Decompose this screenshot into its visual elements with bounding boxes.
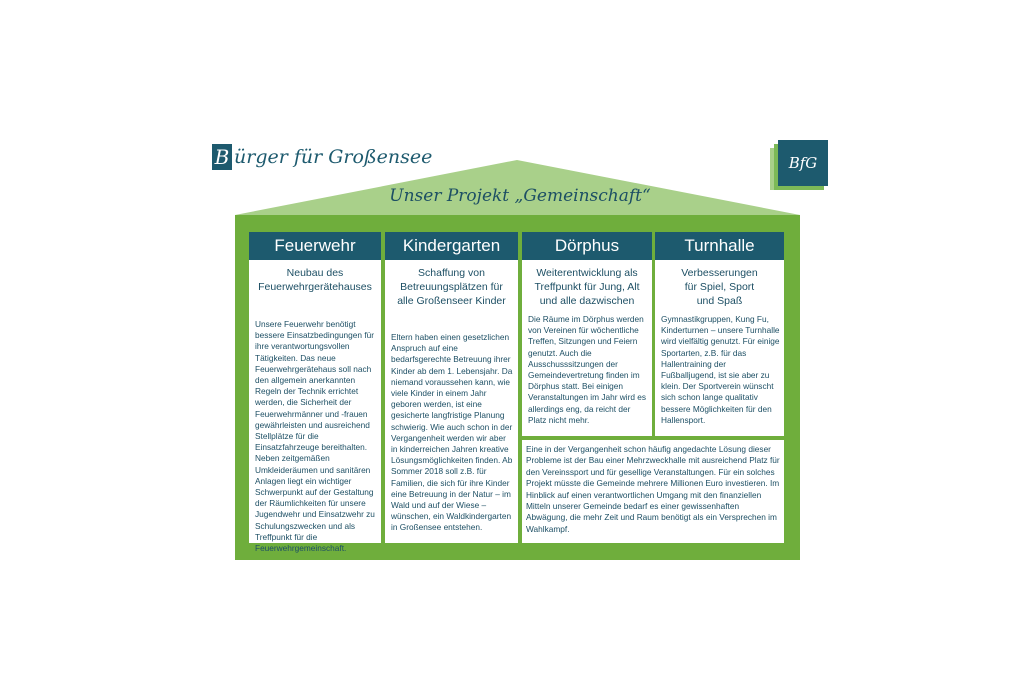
column-subtitle: Verbesserungen für Spiel, Sport und Spaß	[681, 267, 758, 307]
column-title: Turnhalle	[655, 232, 784, 260]
column-body: Unsere Feuerwehr benötigt bessere Einsatzbedingungen für ihre verantwortungsvollen Tätigkeiten. Das neue Feuerwehrgerätehaus soll nach den allgemein anerkannten Regeln der Technik errichtet werden, die Sicherheit der Feuerwehrmänner und -frauen gewährleisten und ausreichend Stellplätze für die Einsatzfahrzeuge bereithalten. Neben zeitgemäßen Umkleideräumen und sanitären Anlagen liegt ein wichtiger Schwerpunkt auf der Gestaltung der Räumlichkeiten für unsere Jugendwehr und Einsatzwehr zu Schulungszwecken und als Treffpunkt für die Feuerwehrgemeinschaft.	[255, 319, 375, 554]
brand-initial: B	[212, 144, 232, 170]
column-title: Feuerwehr	[249, 232, 381, 260]
logo-text: BfG	[778, 140, 828, 186]
column-body: Die Räume im Dörphus werden von Vereinen für wöchentliche Treffen, Sitzungen und Feiern genutzt. Auch die Ausschusssitzungen der Gemeindevertretung finden im Dörphus statt. Bei einigen Veranstaltungen im Jahr wird es allerdings eng, da reicht der Platz nicht mehr.	[528, 314, 647, 425]
column-title: Dörphus	[522, 232, 652, 260]
column-subtitle: Weiterentwicklung als Treffpunkt für Jung, Alt und alle dazwischen	[534, 267, 640, 307]
shared-solution-text: Eine in der Vergangenheit schon häufig angedachte Lösung dieser Probleme ist der Bau einer Mehrzweckhalle mit ausreichend Platz für den Vereinssport und für gesellige Veranstaltungen. Für ein solches Projekt müsste die Gemeinde mehrere Millionen Euro investieren. Im Hinblick auf einen verantwortlichen Umgang mit den finanziellen Mitteln unserer Gemeinde bedarf es einer gewissenhaften Abwägung, die mehr Zeit und Raum benötigt als ein Versprechen im Wahlkampf.	[526, 444, 780, 534]
column-feuerwehr	[249, 232, 381, 554]
shared-solution-box	[522, 440, 784, 543]
column-turnhalle	[655, 232, 784, 436]
project-title: Unser Projekt „Gemeinschaft“	[389, 186, 651, 206]
column-title: Kindergarten	[385, 232, 518, 260]
column-body: Eltern haben einen gesetzlichen Anspruch auf eine bedarfsgerechte Betreuung ihrer Kinder ab dem 1. Lebensjahr. Da niemand voraussehen kann, wie viele Kinder in einem Jahr geboren werden, ist eine gesicherte langfristige Planung schwierig. Wie auch schon in der Vergangenheit werden wir aber in kinderreichen Jahren kreative Lösungsmöglichkeiten finden. Ab Sommer 2018 soll z.B. für Familien, die sich für ihre Kinder eine Betreuung in der Natur – im Wald und auf der Wiese – wünschen, ein Waldkindergarten in Großensee entstehen.	[391, 332, 513, 533]
house-frame	[235, 215, 800, 560]
brand-name: ürger für Großensee	[234, 146, 433, 168]
column-subtitle: Schaffung von Betreuungsplätzen für alle Großenseer Kinder	[397, 267, 506, 307]
column-doerphus	[522, 232, 652, 436]
column-body: Gymnastikgruppen, Kung Fu, Kinderturnen – unsere Turnhalle wird vielfältig genutzt. Für einige Sportarten, z.B. für das Hallentraining der Fußballjugend, ist sie aber zu klein. Der Sportverein wünscht sich schon lange qualitativ bessere Möglichkeiten für den Hallensport.	[661, 314, 780, 425]
column-kindergarten	[385, 232, 518, 543]
column-subtitle: Neubau des Feuerwehrgerätehauses	[258, 267, 372, 293]
